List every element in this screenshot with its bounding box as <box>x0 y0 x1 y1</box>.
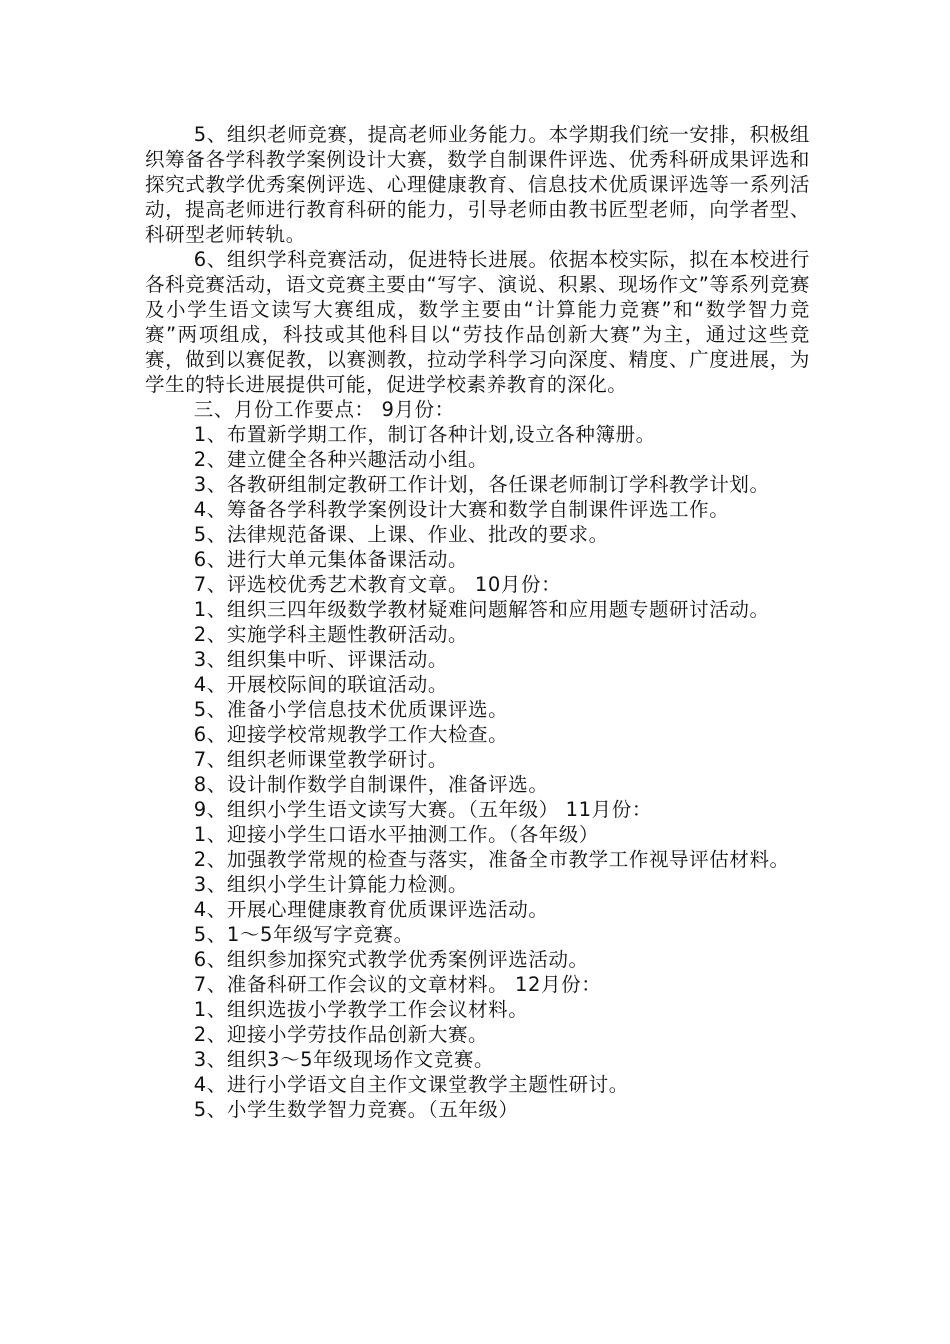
list-item: 1、布置新学期工作，制订各种计划,设立各种簿册。 <box>193 423 656 446</box>
list-item: 6、迎接学校常规教学工作大检查。 <box>193 723 509 746</box>
list-item: 1、组织三四年级数学教材疑难问题解答和应用题专题研讨活动。 <box>193 598 770 621</box>
section-heading-monthly-points: 三、月份工作要点： 9月份： <box>193 398 455 421</box>
list-item: 1、迎接小学生口语水平抽测工作。（各年级） <box>193 823 600 846</box>
list-item: 4、进行小学语文自主作文课堂教学主题性研讨。 <box>193 1073 629 1096</box>
list-item: 8、设计制作数学自制课件，准备评选。 <box>193 773 549 796</box>
list-item: 5、法律规范备课、上课、作业、批改的要求。 <box>193 523 609 546</box>
list-item: 3、各教研组制定教研工作计划，各任课老师制订学科教学计划。 <box>193 473 770 496</box>
list-item: 3、组织集中听、评课活动。 <box>193 648 448 671</box>
list-item: 6、进行大单元集体备课活动。 <box>193 548 469 571</box>
list-item: 2、建立健全各种兴趣活动小组。 <box>193 448 489 471</box>
list-item: 2、迎接小学劳技作品创新大赛。 <box>193 1023 489 1046</box>
paragraph-teacher-competition: 5、组织老师竞赛，提高老师业务能力。本学期我们统一安排，积极组织筹备各学科教学案例设计大赛，数学自制课件评选、优秀科研成果评选和探究式教学优秀案例评选、心理健康教育、信息技术优质课评选等一系列活动，提高老师进行教育科研的能力，引导老师由教书匠型老师，向学者型、科研型老师转轨。 <box>145 123 810 246</box>
list-item: 7、评选校优秀艺术教育文章。 10月份： <box>193 573 562 596</box>
list-item: 3、组织小学生计算能力检测。 <box>193 873 469 896</box>
list-item: 3、组织3～5年级现场作文竞赛。 <box>193 1048 495 1071</box>
list-item: 4、开展校际间的联谊活动。 <box>193 673 448 696</box>
list-item: 4、开展心理健康教育优质课评选活动。 <box>193 898 549 921</box>
list-item: 2、实施学科主题性教研活动。 <box>193 623 469 646</box>
document-body <box>145 122 810 1122</box>
list-item: 7、组织老师课堂教学研讨。 <box>193 748 448 771</box>
list-item: 5、1～5年级写字竞赛。 <box>193 923 414 946</box>
list-item: 7、准备科研工作会议的文章材料。 12月份： <box>193 973 602 996</box>
paragraph-subject-competition: 6、组织学科竞赛活动，促进特长进展。依据本校实际，拟在本校进行各科竞赛活动，语文竞赛主要由“写字、演说、积累、现场作文”等系列竞赛及小学生语文读写大赛组成，数学主要由“计算能力竞赛”和“数学智力竞赛”两项组成，科技或其他科目以“劳技作品创新大赛”为主，通过这些竞赛，做到以赛促教，以赛测教，拉动学科学习向深度、精度、广度进展，为学生的特长进展提供可能，促进学校素养教育的深化。 <box>145 248 810 396</box>
list-item: 4、筹备各学科教学案例设计大赛和数学自制课件评选工作。 <box>193 498 730 521</box>
list-item: 2、加强教学常规的检查与落实，准备全市教学工作视导评估材料。 <box>193 848 790 871</box>
list-item: 5、准备小学信息技术优质课评选。 <box>193 698 509 721</box>
list-item: 1、组织选拔小学教学工作会议材料。 <box>193 998 529 1021</box>
list-item: 6、组织参加探究式教学优秀案例评选活动。 <box>193 948 589 971</box>
list-item: 9、组织小学生语文读写大赛。（五年级） 11月份： <box>193 798 652 821</box>
list-item: 5、小学生数学智力竞赛。（五年级） <box>193 1098 519 1121</box>
